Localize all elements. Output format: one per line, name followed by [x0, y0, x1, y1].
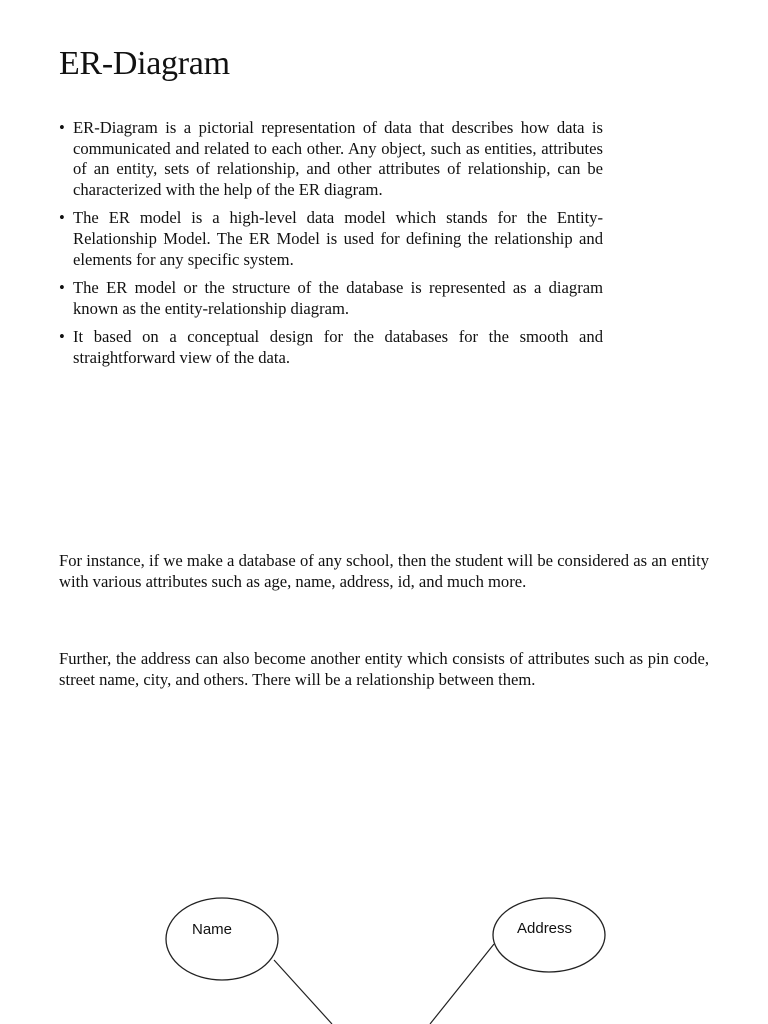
- bullet-item: [59, 208, 603, 270]
- connector-line-name: [274, 960, 332, 1024]
- bullet-dot: •: [59, 326, 65, 346]
- bullet-text: ER-Diagram is a pictorial representation of data that describes how data is communicated and related to each other. Any object, such as entities, attributes of an entity, sets of relationship, and other attributes of relationship, can be characterized with the help of the ER diagram.: [73, 118, 603, 200]
- attribute-ellipse-name: [166, 898, 278, 980]
- er-diagram: [0, 880, 768, 1024]
- bullet-item: [59, 327, 603, 368]
- paragraph-address-entity: Further, the address can also become another entity which consists of attributes such as pin code, street name, city, and others. There will be a relationship between them.: [59, 649, 709, 689]
- bullet-text: It based on a conceptual design for the databases for the smooth and straightforward view of the data.: [73, 326, 603, 367]
- bullet-dot: •: [59, 277, 65, 297]
- attribute-label-name: Name: [192, 921, 233, 938]
- connector-line-address: [430, 944, 494, 1024]
- bullet-item: [59, 278, 603, 319]
- page-title: ER-Diagram: [59, 45, 230, 82]
- paragraph-example: For instance, if we make a database of any school, then the student will be considered as an entity with various attributes such as age, name, address, id, and much more.: [59, 551, 709, 591]
- bullet-list: [59, 118, 603, 376]
- bullet-text: The ER model or the structure of the database is represented as a diagram known as the entity-relationship diagram.: [73, 277, 603, 318]
- attribute-label-address: Address: [517, 920, 573, 937]
- bullet-text: The ER model is a high-level data model which stands for the Entity-Relationship Model. The ER Model is used for defining the relationship and elements for any specific system.: [73, 208, 603, 269]
- bullet-dot: •: [59, 118, 65, 137]
- bullet-dot: •: [59, 208, 65, 228]
- bullet-item: [59, 118, 603, 201]
